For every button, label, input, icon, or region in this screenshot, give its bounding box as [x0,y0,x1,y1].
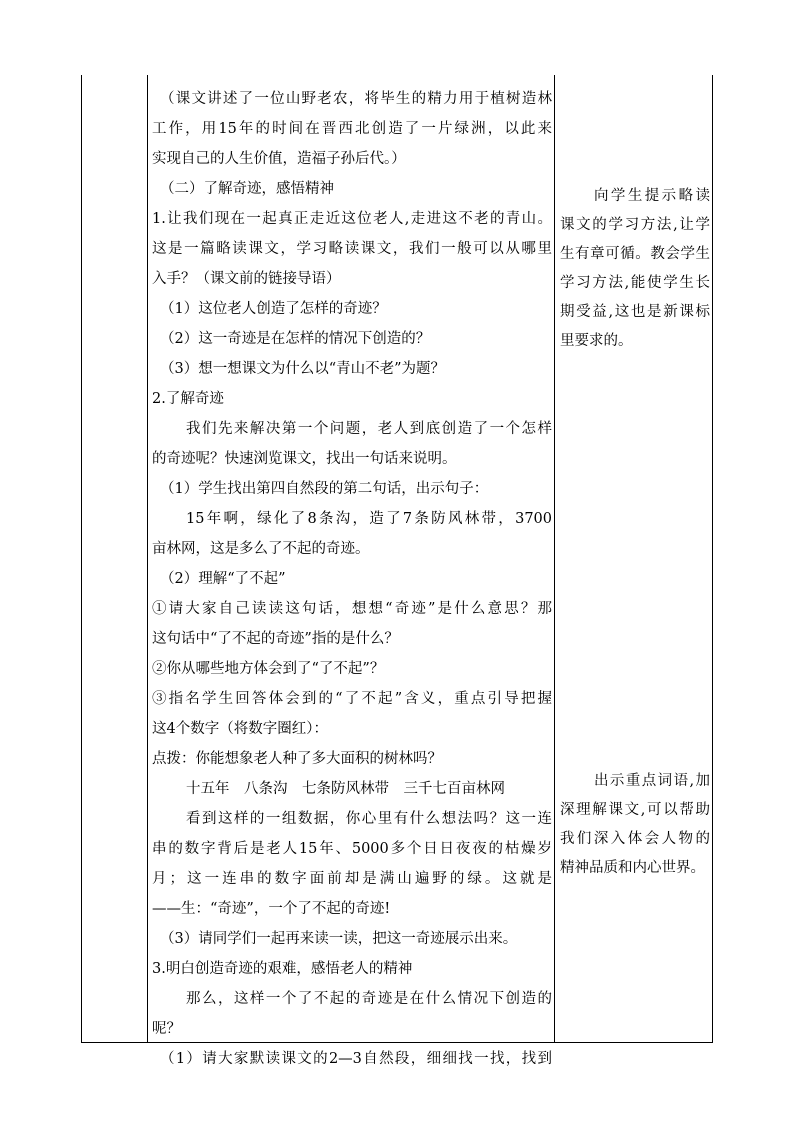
table-right-border [712,75,713,1043]
text-line: （二）了解奇迹，感悟精神 [160,181,334,197]
text-line: 串的数字背后是老人15年、5000多个日日夜夜的枯燥岁 [152,841,552,857]
design-intent-note-2 [560,767,710,883]
text-line: ——生：“奇迹”，一个了不起的奇迹! [152,901,391,917]
note-line: 期受益,这也是新课标 [560,304,710,320]
text-line: 这4个数字（将数字圈红）： [152,721,328,737]
text-line: （2）理解“了不起” [160,571,286,587]
text-line: 点拨：你能想象老人种了多大面积的树林吗？ [152,751,442,767]
text-line: 实现自己的人生价值，造福子孙后代。） [152,151,406,167]
text-line: 看到这样的一组数据，你心里有什么想法吗？这一连 [186,811,552,827]
design-intent-note-1 [560,182,710,356]
note-line: 出示重点词语,加 [594,773,710,789]
text-line: 这是一篇略读课文，学习略读课文，我们一般可以从哪里 [152,241,552,257]
text-line: ②你从哪些地方体会到了“了不起”？ [152,661,385,677]
text-line: 呢？ [152,1021,181,1037]
text-line: ③指名学生回答体会到的“了不起”含义，重点引导把握 [152,691,552,707]
text-line: 2.了解奇迹 [152,391,224,407]
text-line: （1）这位老人创造了怎样的奇迹？ [160,301,387,317]
text-line: 那么，这样一个了不起的奇迹是在什么情况下创造的 [186,991,552,1007]
note-line: 里要求的。 [560,333,633,349]
table-left-border [81,75,82,1043]
text-line: （1）请大家默读课文的2—3自然段，细细找一找，找到 [160,1051,552,1067]
note-line: 课文的学习方法,让学 [560,217,710,233]
text-line: 工作，用15年的时间在晋西北创造了一片绿洲，以此来 [152,121,552,137]
text-line: 的奇迹呢？快速浏览课文，找出一句话来说明。 [152,451,457,467]
column-divider-1 [147,75,148,1043]
note-line: 学习方法,能使学生长 [560,275,710,291]
text-line: 1.让我们现在一起真正走近这位老人,走进这不老的青山。 [152,211,552,227]
text-line: 15年啊，绿化了8条沟，造了7条防风林带，3700 [186,511,552,527]
text-line: （1）学生找出第四自然段的第二句话，出示句子： [160,481,489,497]
text-line: 3.明白创造奇迹的艰难，感悟老人的精神 [152,961,413,977]
text-line: 亩林网，这是多么了不起的奇迹。 [152,541,370,557]
column-divider-2 [554,75,555,1043]
note-line: 生有章可循。教会学生 [560,246,710,262]
text-line: ①请大家自己读读这句话，想想“奇迹”是什么意思？那 [152,601,552,617]
teaching-process-column [152,84,552,1074]
text-line: （3）想一想课文为什么以“青山不老”为题？ [160,361,446,377]
note-line: 深理解课文,可以帮助 [560,802,710,818]
text-line: 十五年 八条沟 七条防风林带 三千七百亩林网 [186,781,505,797]
text-line: 入手？（课文前的链接导语） [152,271,341,287]
text-line: 月；这一连串的数字面前却是满山遍野的绿。这就是 [152,871,552,887]
note-line: 我们深入体会人物的 [560,831,710,847]
note-line: 精神品质和内心世界。 [560,860,705,876]
text-line: 我们先来解决第一个问题，老人到底创造了一个怎样 [186,421,552,437]
text-line: （3）请同学们一起再来读一读，把这一奇迹展示出来。 [160,931,518,947]
text-line: （2）这一奇迹是在怎样的情况下创造的？ [160,331,431,347]
text-line: 这句话中“了不起的奇迹”指的是什么？ [152,631,399,647]
note-line: 向学生提示略读 [594,188,710,204]
text-line: （课文讲述了一位山野老农，将毕生的精力用于植树造林 [160,91,552,107]
